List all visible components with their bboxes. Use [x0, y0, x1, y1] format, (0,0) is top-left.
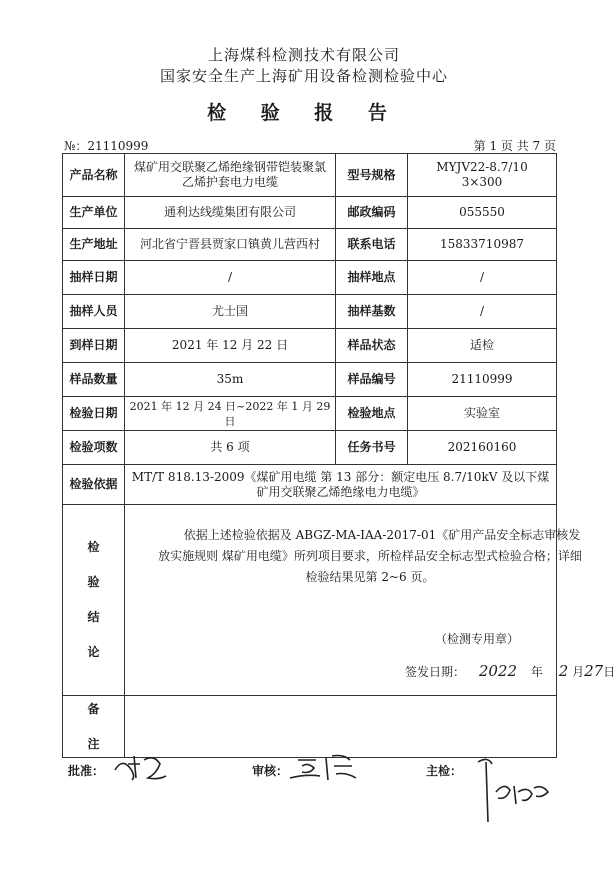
row-basis: [63, 465, 557, 505]
manufacturer-label: 生产单位: [63, 197, 125, 229]
day-unit: 日: [603, 665, 615, 679]
remarks-label-char: 备: [87, 701, 100, 716]
approve-label: 批准：: [68, 764, 105, 778]
test-place-label: 检验地点: [336, 397, 408, 431]
row-arrival: [63, 329, 557, 363]
sign-month: 2: [558, 662, 569, 680]
conclusion-label-char: 验: [87, 575, 100, 589]
review-signature: [286, 748, 361, 788]
inspect-label: 主检：: [426, 764, 463, 778]
phone-value: 15833710987: [408, 229, 557, 261]
row-product: [63, 154, 557, 197]
report-number: [64, 137, 148, 154]
address-label: 生产地址: [63, 229, 125, 261]
model-label: 型号规格: [336, 154, 408, 197]
sample-date-value: /: [125, 261, 336, 295]
conclusion-label: [63, 505, 125, 696]
model-value: [408, 154, 557, 197]
quantity-label: 样品数量: [63, 363, 125, 397]
inspect-signature: [470, 752, 555, 827]
org-name-line1: 上海煤科检测技术有限公司: [207, 46, 400, 64]
sign-date: [405, 664, 615, 680]
report-number-value: 21110999: [87, 139, 149, 153]
row-quantity: [63, 363, 557, 397]
review-label: 审核：: [252, 764, 289, 778]
remarks-label: [63, 696, 125, 758]
org-name-line2: 国家安全生产上海矿用设备检测检验中心: [159, 67, 448, 85]
conclusion-text: 依据上述检验依据及 ABGZ-MA-IAA-2017-01《矿用产品安全标志审核发放实施规则 煤矿用电缆》所列项目要求，所检样品安全标志型式检验合格；详细检验结果见第 2~6 页。: [158, 528, 582, 584]
row-test-date: [63, 397, 557, 431]
row-address: [63, 229, 557, 261]
basis-value: MT/T 818.13-2009《煤矿用电缆 第 13 部分：额定电压 8.7/10kV 及以下煤矿用交联聚乙烯绝缘电力电缆》: [125, 465, 557, 505]
arrival-date-value: 2021 年 12 月 22 日: [125, 329, 336, 363]
sample-base-label: 抽样基数: [336, 295, 408, 329]
row-conclusion: [63, 505, 557, 696]
row-sample-date: [63, 261, 557, 295]
month-unit: 月: [572, 665, 585, 679]
row-items: [63, 431, 557, 465]
remarks-label-char: 注: [87, 736, 100, 751]
model-value-line1: MYJV22-8.7/10: [436, 160, 528, 174]
approve-signature: [110, 750, 170, 785]
sample-date-label: 抽样日期: [63, 261, 125, 295]
task-no-label: 任务书号: [336, 431, 408, 465]
postcode-label: 邮政编码: [336, 197, 408, 229]
row-sampler: [63, 295, 557, 329]
document-title: 检 验 报 告: [207, 102, 401, 124]
sign-year: 2022: [478, 662, 518, 680]
sample-base-value: /: [408, 295, 557, 329]
sampler-value: 尤士国: [125, 295, 336, 329]
conclusion-cell: [125, 505, 615, 696]
arrival-date-label: 到样日期: [63, 329, 125, 363]
basis-label: 检验依据: [63, 465, 125, 505]
sample-place-value: /: [408, 261, 557, 295]
task-no-value: 202160160: [408, 431, 557, 465]
conclusion-label-char: 结: [87, 610, 100, 624]
conclusion-label-char: 检: [87, 540, 100, 554]
row-manufacturer: [63, 197, 557, 229]
stamp-note: （检测专用章）: [435, 632, 520, 646]
sample-no-value: 21110999: [408, 363, 557, 397]
manufacturer-value: 通利达线缆集团有限公司: [125, 197, 336, 229]
sample-place-label: 抽样地点: [336, 261, 408, 295]
items-count-value: 共 6 项: [125, 431, 336, 465]
test-date-label: 检验日期: [63, 397, 125, 431]
quantity-value: 35m: [125, 363, 336, 397]
test-date-value: 2021 年 12 月 24 日~2022 年 1 月 29 日: [125, 397, 336, 431]
address-value: 河北省宁晋县贾家口镇黄儿营西村: [125, 229, 336, 261]
postcode-value: 055550: [408, 197, 557, 229]
conclusion-label-char: 论: [87, 645, 100, 659]
sample-state-label: 样品状态: [336, 329, 408, 363]
report-table: [62, 153, 615, 758]
items-count-label: 检验项数: [63, 431, 125, 465]
product-name-label: 产品名称: [63, 154, 125, 197]
sample-no-label: 样品编号: [336, 363, 408, 397]
page-info: 第 1 页 共 7 页: [473, 139, 556, 153]
sign-date-label: 签发日期：: [405, 665, 466, 679]
phone-label: 联系电话: [336, 229, 408, 261]
model-value-line2: 3×300: [461, 175, 503, 189]
sign-day: 27: [584, 662, 604, 680]
report-number-label: №：: [64, 139, 88, 153]
test-place-value: 实验室: [408, 397, 557, 431]
year-unit: 年: [530, 665, 543, 679]
sample-state-value: 适检: [408, 329, 557, 363]
sampler-label: 抽样人员: [63, 295, 125, 329]
product-name-value: 煤矿用交联聚乙烯绝缘钢带铠装聚氯乙烯护套电力电缆: [125, 154, 336, 197]
